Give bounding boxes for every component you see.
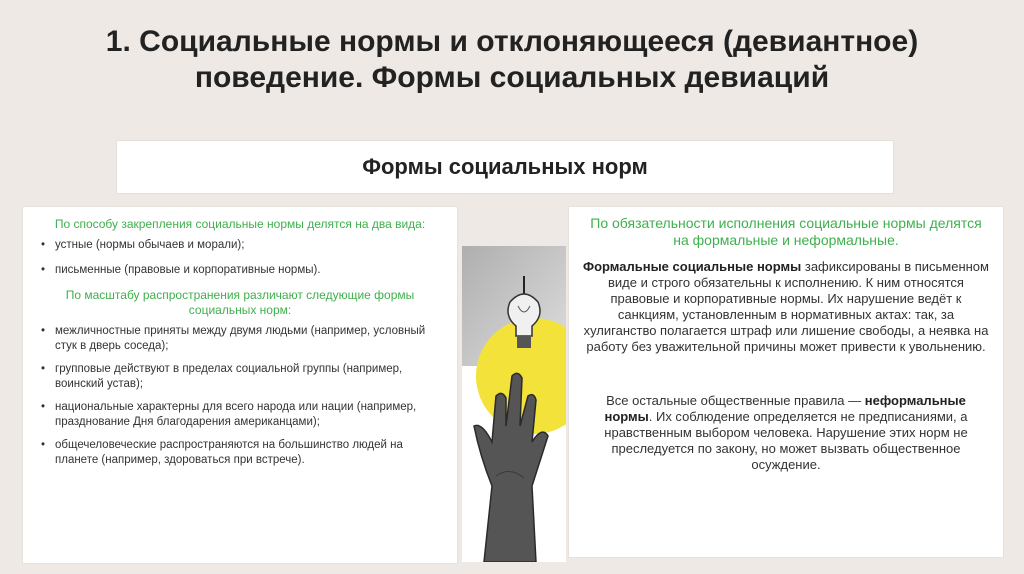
list-item: • письменные (правовые и корпоративные нормы). (35, 263, 445, 278)
slide-title: 1. Социальные нормы и отклоняющееся (девиантное) поведение. Формы социальных девиаций (105, 25, 919, 94)
informal-norms-intro: Все остальные общественные правила — (606, 393, 865, 408)
subtitle-text: Формы социальных норм (362, 154, 648, 179)
formal-norms-paragraph (583, 259, 989, 355)
list-scale (35, 324, 445, 468)
list-oral-written (35, 238, 445, 278)
list-item: • национальные характерны для всего народа или нации (например, празднование Дня благодарения американцами); (35, 400, 445, 430)
formal-norms-term: Формальные социальные нормы (583, 259, 802, 274)
informal-norms-term: неформальные нормы (604, 393, 966, 424)
right-heading: По обязательности исполнения социальные нормы делятся на формальные и неформальные. (590, 215, 982, 248)
left-card (22, 206, 458, 564)
formal-norms-text: зафиксированы в письменном виде и строго обязательны к исполнению. К ним относятся правовые и корпоративные нормы. Их нарушение ведёт к санкциям, установленным в нормативных актах: так, за хулиганство полагается штраф или лишение свободы, а неявка на работу без уважительной причины может привести к увольнению. (583, 259, 989, 354)
informal-norms-text: . Их соблюдение определяется не предписаниями, а нравственным выбором человека. Нарушение этих норм не преследуется по закону, но может вызвать общественное осуждение. (604, 409, 968, 472)
right-card (568, 206, 1004, 558)
list-item: • групповые действуют в пределах социальной группы (например, воинский устав); (35, 362, 445, 392)
subtitle-box (116, 140, 894, 194)
list-item: • межличностные приняты между двумя людьми (например, условный стук в дверь соседа); (35, 324, 445, 354)
lightbulb-hand-image (462, 246, 566, 562)
list-item: • устные (нормы обычаев и морали); (35, 238, 445, 253)
informal-norms-paragraph (583, 393, 989, 473)
left-heading-2: По масштабу распространения различают следующие формы социальных норм: (65, 288, 415, 317)
left-heading-1: По способу закрепления социальные нормы делятся на два вида: (54, 217, 426, 231)
list-item: • общечеловеческие распространяются на большинство людей на планете (например, здороваться при встрече). (35, 438, 445, 468)
